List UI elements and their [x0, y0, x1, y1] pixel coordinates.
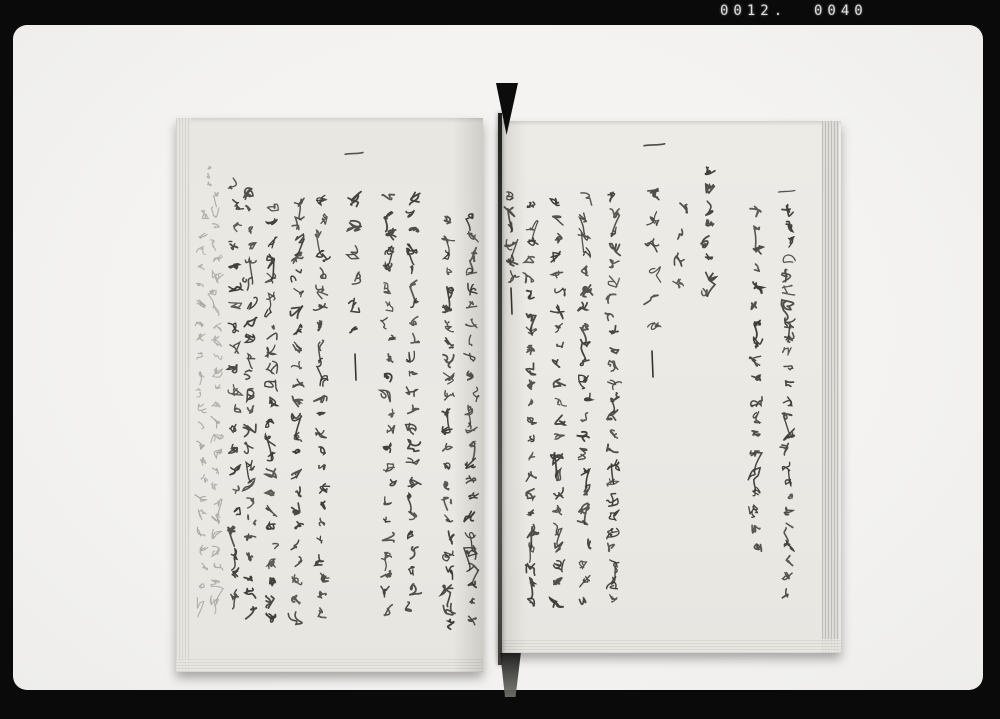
- under-spine-shadow: [499, 653, 522, 697]
- left-page-edge-stack: [176, 118, 191, 672]
- right-page-gutter-shade: [500, 121, 526, 653]
- right-page-top-edge: [500, 121, 841, 126]
- left-page-gutter-shade: [453, 118, 483, 672]
- left-page: [176, 118, 483, 672]
- right-page-fore-edge: [822, 121, 839, 653]
- page-spine: [498, 113, 502, 665]
- left-page-bottom-edge: [176, 658, 483, 672]
- left-page-top-edge: [176, 118, 483, 123]
- frame-counter: 0012. 0040: [720, 3, 868, 19]
- photo-area: [13, 25, 983, 690]
- right-page-bottom-edge: [500, 639, 841, 653]
- right-page: [500, 121, 841, 653]
